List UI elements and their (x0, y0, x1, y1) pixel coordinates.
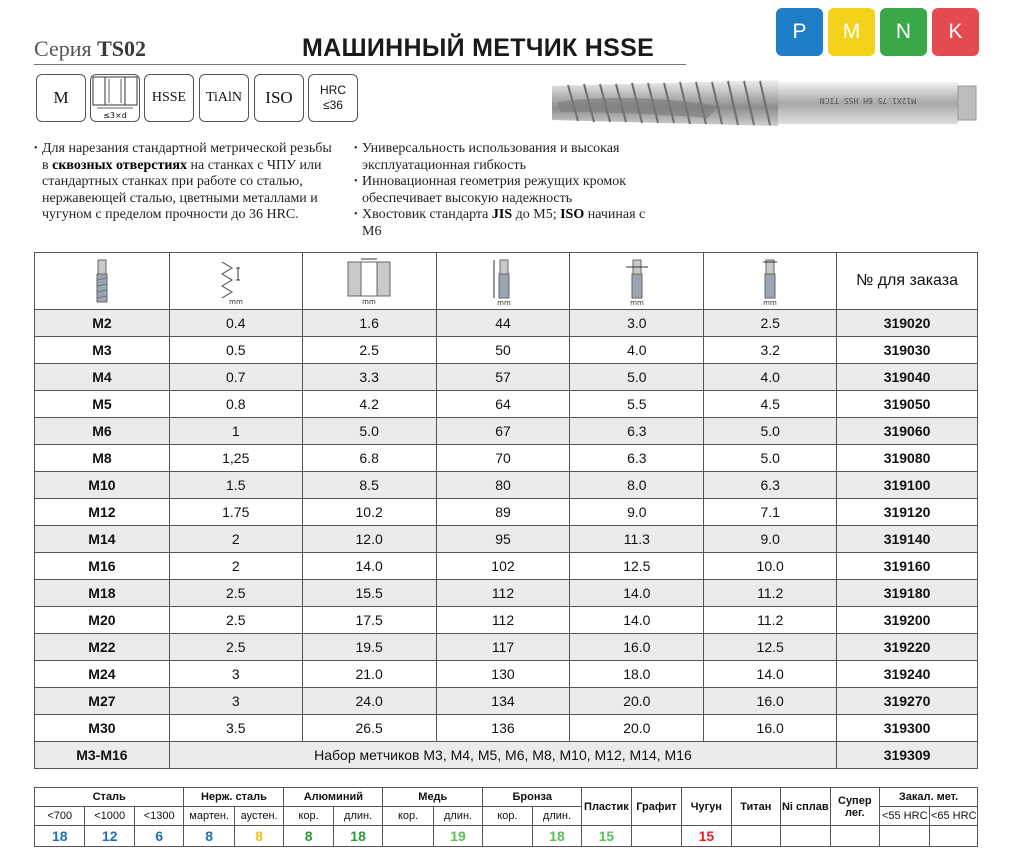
value-steel-1: 18 (35, 826, 85, 847)
cell-pitch: 1 (169, 418, 302, 445)
unit-label: mm (228, 298, 243, 306)
cell-square: 4.0 (704, 364, 837, 391)
cell-size: M30 (35, 715, 170, 742)
cell-square: 3.2 (704, 337, 837, 364)
sub-copper-2: длин. (433, 807, 482, 826)
cell-length: 130 (436, 661, 570, 688)
cell-square: 2.5 (704, 310, 837, 337)
value-titanium (731, 826, 780, 847)
header-pitch (169, 253, 302, 310)
cell-length: 67 (436, 418, 570, 445)
sub-stainless-1: мартен. (184, 807, 234, 826)
tap-image (548, 72, 978, 134)
cell-size: M14 (35, 526, 170, 553)
cell-size: M6 (35, 418, 170, 445)
cell-order-number: 319200 (837, 607, 978, 634)
sub-aluminium-2: длин. (333, 807, 382, 826)
unit-label: mm (362, 298, 376, 306)
cell-order-number: 319270 (837, 688, 978, 715)
cell-size: M27 (35, 688, 170, 715)
badge-thread-label: M (53, 88, 69, 107)
material-tag-m: M (828, 8, 875, 56)
cell-shank-diameter: 4.0 (570, 337, 704, 364)
cell-square: 10.0 (704, 553, 837, 580)
cell-shank-diameter: 11.3 (570, 526, 704, 553)
cell-square: 4.5 (704, 391, 837, 418)
cell-pitch: 0.5 (169, 337, 302, 364)
cell-drill: 3.3 (302, 364, 436, 391)
table-row (35, 634, 978, 661)
group-plastic: Пластик (582, 788, 631, 826)
value-copper-2: 19 (433, 826, 482, 847)
table-row (35, 445, 978, 472)
badge-hrc-label: HRC (320, 83, 346, 97)
table-row-set (35, 742, 978, 769)
value-bronze-1 (483, 826, 532, 847)
material-tag-k: K (932, 8, 979, 56)
cell-pitch: 1.5 (169, 472, 302, 499)
badge-material-label: HSSE (151, 90, 187, 105)
cell-size: M2 (35, 310, 170, 337)
cell-drill: 2.5 (302, 337, 436, 364)
cell-order-number: 319100 (837, 472, 978, 499)
value-stainless-1: 8 (184, 826, 234, 847)
cell-set-size: M3-M16 (35, 742, 170, 769)
badge-coating-label: TiAlN (205, 90, 243, 105)
cell-square: 5.0 (704, 445, 837, 472)
header-shank-diameter (570, 253, 704, 310)
thread-pitch-icon (216, 256, 256, 306)
cell-shank-diameter: 5.5 (570, 391, 704, 418)
cell-drill: 17.5 (302, 607, 436, 634)
value-steel-2: 12 (85, 826, 134, 847)
value-bronze-2: 18 (532, 826, 581, 847)
group-hardened: Закал. мет. (880, 788, 978, 807)
cell-pitch: 2 (169, 553, 302, 580)
shank-diameter-icon (622, 256, 652, 306)
cell-set-order-number: 319309 (837, 742, 978, 769)
value-cast-iron: 15 (682, 826, 731, 847)
cell-shank-diameter: 14.0 (570, 580, 704, 607)
cell-square: 7.1 (704, 499, 837, 526)
badge-hrc (308, 74, 358, 122)
cell-drill: 1.6 (302, 310, 436, 337)
cell-order-number: 319120 (837, 499, 978, 526)
cell-shank-diameter: 5.0 (570, 364, 704, 391)
materials-value-row (35, 826, 978, 847)
badge-standard (254, 74, 304, 122)
table-row (35, 499, 978, 526)
table-row (35, 310, 978, 337)
value-plastic: 15 (582, 826, 631, 847)
cell-order-number: 319220 (837, 634, 978, 661)
cell-order-number: 319040 (837, 364, 978, 391)
sub-stainless-2: аустен. (234, 807, 283, 826)
drill-hole-icon (344, 256, 394, 306)
cell-size: M10 (35, 472, 170, 499)
cell-pitch: 2.5 (169, 634, 302, 661)
cell-pitch: 0.7 (169, 364, 302, 391)
value-ni-alloy (781, 826, 830, 847)
square-size-icon (755, 256, 785, 306)
cell-drill: 6.8 (302, 445, 436, 472)
cell-pitch: 1,25 (169, 445, 302, 472)
cell-order-number: 319020 (837, 310, 978, 337)
header-size (35, 253, 170, 310)
unit-label: mm (497, 299, 511, 306)
sub-bronze-1: кор. (483, 807, 532, 826)
group-aluminium: Алюминий (284, 788, 383, 807)
material-tag-n: N (880, 8, 927, 56)
cell-shank-diameter: 6.3 (570, 418, 704, 445)
cell-order-number: 319050 (837, 391, 978, 418)
cell-pitch: 1.75 (169, 499, 302, 526)
table-row (35, 715, 978, 742)
cell-size: M8 (35, 445, 170, 472)
description-item-1: • Универсальность использования и высокая эксплуатационная гибкость (354, 141, 654, 174)
cell-shank-diameter: 3.0 (570, 310, 704, 337)
tap-marking: M12X1.75 6H HSS TICN (819, 96, 917, 105)
table-header-row (35, 253, 978, 310)
value-steel-3: 6 (134, 826, 184, 847)
value-aluminium-2: 18 (333, 826, 382, 847)
header-order-number: № для заказа (837, 253, 978, 310)
cell-pitch: 3 (169, 661, 302, 688)
cell-pitch: 2.5 (169, 580, 302, 607)
unit-label: mm (763, 299, 777, 306)
group-superalloy: Супер лег. (830, 788, 879, 826)
cell-size: M18 (35, 580, 170, 607)
cell-order-number: 319300 (837, 715, 978, 742)
cell-order-number: 319240 (837, 661, 978, 688)
group-steel: Сталь (35, 788, 184, 807)
cell-square: 11.2 (704, 607, 837, 634)
cell-length: 44 (436, 310, 570, 337)
series-prefix: Серия (34, 36, 92, 61)
cell-pitch: 3.5 (169, 715, 302, 742)
cell-drill: 8.5 (302, 472, 436, 499)
table-row (35, 688, 978, 715)
cell-square: 16.0 (704, 688, 837, 715)
group-ni-alloy: Ni сплав (781, 788, 830, 826)
sub-steel-2: <1000 (85, 807, 134, 826)
sub-aluminium-1: кор. (284, 807, 333, 826)
sub-hardened-2: <65 HRC (930, 807, 978, 826)
table-row (35, 391, 978, 418)
materials-group-row (35, 788, 978, 807)
cell-drill: 14.0 (302, 553, 436, 580)
value-graphite (631, 826, 681, 847)
group-copper: Медь (383, 788, 483, 807)
cell-drill: 4.2 (302, 391, 436, 418)
cell-square: 14.0 (704, 661, 837, 688)
cell-size: M16 (35, 553, 170, 580)
cell-order-number: 319060 (837, 418, 978, 445)
cell-length: 102 (436, 553, 570, 580)
cell-size: M22 (35, 634, 170, 661)
group-titanium: Титан (731, 788, 780, 826)
series-code: TS02 (97, 36, 147, 61)
description-left (34, 141, 334, 224)
badge-through-hole (90, 74, 140, 122)
cell-size: M24 (35, 661, 170, 688)
group-stainless: Нерж. сталь (184, 788, 284, 807)
cell-shank-diameter: 20.0 (570, 715, 704, 742)
cell-order-number: 319160 (837, 553, 978, 580)
cell-shank-diameter: 12.5 (570, 553, 704, 580)
header-length (436, 253, 570, 310)
tap-size-icon (91, 256, 113, 306)
materials-table (34, 787, 978, 847)
table-row (35, 337, 978, 364)
cell-size: M3 (35, 337, 170, 364)
cell-size: M12 (35, 499, 170, 526)
cell-drill: 26.5 (302, 715, 436, 742)
table-row (35, 661, 978, 688)
title-underline (34, 64, 686, 65)
cell-length: 64 (436, 391, 570, 418)
value-aluminium-1: 8 (284, 826, 333, 847)
cell-order-number: 319140 (837, 526, 978, 553)
cell-square: 9.0 (704, 526, 837, 553)
cell-pitch: 3 (169, 688, 302, 715)
sub-steel-1: <700 (35, 807, 85, 826)
table-row (35, 607, 978, 634)
unit-label: mm (630, 299, 644, 306)
cell-shank-diameter: 20.0 (570, 688, 704, 715)
cell-order-number: 319180 (837, 580, 978, 607)
total-length-icon (488, 256, 518, 306)
description-right (354, 141, 654, 240)
cell-drill: 15.5 (302, 580, 436, 607)
badge-material (144, 74, 194, 122)
cell-length: 136 (436, 715, 570, 742)
cell-square: 12.5 (704, 634, 837, 661)
value-copper-1 (383, 826, 433, 847)
badge-hrc-value: ≤36 (323, 98, 343, 112)
value-superalloy (830, 826, 879, 847)
cell-length: 50 (436, 337, 570, 364)
cell-drill: 24.0 (302, 688, 436, 715)
cell-size: M20 (35, 607, 170, 634)
cell-shank-diameter: 9.0 (570, 499, 704, 526)
cell-size: M4 (35, 364, 170, 391)
cell-pitch: 0.4 (169, 310, 302, 337)
cell-order-number: 319080 (837, 445, 978, 472)
sub-steel-3: <1300 (134, 807, 184, 826)
group-cast-iron: Чугун (682, 788, 731, 826)
cell-square: 16.0 (704, 715, 837, 742)
cell-drill: 5.0 (302, 418, 436, 445)
cell-square: 5.0 (704, 418, 837, 445)
cell-drill: 21.0 (302, 661, 436, 688)
cell-drill: 12.0 (302, 526, 436, 553)
cell-size: M5 (35, 391, 170, 418)
cell-set-description: Набор метчиков M3, M4, M5, M6, M8, M10, M12, M14, M16 (169, 742, 836, 769)
cell-pitch: 2.5 (169, 607, 302, 634)
description-item-2: • Инновационная геометрия режущих кромок обеспечивает высокую надежность (354, 174, 654, 207)
table-row (35, 364, 978, 391)
cell-pitch: 2 (169, 526, 302, 553)
cell-order-number: 319030 (837, 337, 978, 364)
cell-length: 89 (436, 499, 570, 526)
cell-length: 95 (436, 526, 570, 553)
cell-square: 6.3 (704, 472, 837, 499)
cell-shank-diameter: 8.0 (570, 472, 704, 499)
sub-bronze-2: длин. (532, 807, 581, 826)
group-bronze: Бронза (483, 788, 582, 807)
cell-shank-diameter: 14.0 (570, 607, 704, 634)
material-tag-p: P (776, 8, 823, 56)
cell-drill: 10.2 (302, 499, 436, 526)
sub-copper-1: кор. (383, 807, 433, 826)
cell-length: 112 (436, 607, 570, 634)
cell-length: 70 (436, 445, 570, 472)
cell-shank-diameter: 6.3 (570, 445, 704, 472)
table-row (35, 553, 978, 580)
group-graphite: Графит (631, 788, 681, 826)
cell-pitch: 0.8 (169, 391, 302, 418)
cell-length: 57 (436, 364, 570, 391)
table-row (35, 472, 978, 499)
page-title: МАШИННЫЙ МЕТЧИК HSSE (302, 34, 655, 62)
value-stainless-2: 8 (234, 826, 283, 847)
badge-thread (36, 74, 86, 122)
table-row (35, 580, 978, 607)
table-row (35, 526, 978, 553)
through-hole-icon (91, 75, 139, 121)
cell-length: 117 (436, 634, 570, 661)
series-label (34, 36, 146, 62)
cell-length: 112 (436, 580, 570, 607)
product-table (34, 252, 978, 769)
description-item: • Для нарезания стандартной метрической резьбы в сквозных отверстиях на станках с ЧПУ или стандартных станках при работе со сталью, нержавеющей сталью, цветными металлами и чугуном с пределом прочности до 36 HRC. (34, 141, 334, 224)
cell-drill: 19.5 (302, 634, 436, 661)
badge-standard-label: ISO (265, 88, 293, 107)
header-square (704, 253, 837, 310)
sub-hardened-1: <55 HRC (880, 807, 930, 826)
cell-shank-diameter: 18.0 (570, 661, 704, 688)
cell-square: 11.2 (704, 580, 837, 607)
cell-shank-diameter: 16.0 (570, 634, 704, 661)
table-row (35, 418, 978, 445)
description-item-3: • Хвостовик стандарта JIS до M5; ISO начиная с M6 (354, 207, 654, 240)
value-hardened-2 (930, 826, 978, 847)
cell-length: 134 (436, 688, 570, 715)
badge-coating (199, 74, 249, 122)
badge-depth-label: ≤3×d (103, 111, 127, 120)
header-drill (302, 253, 436, 310)
cell-length: 80 (436, 472, 570, 499)
value-hardened-1 (880, 826, 930, 847)
